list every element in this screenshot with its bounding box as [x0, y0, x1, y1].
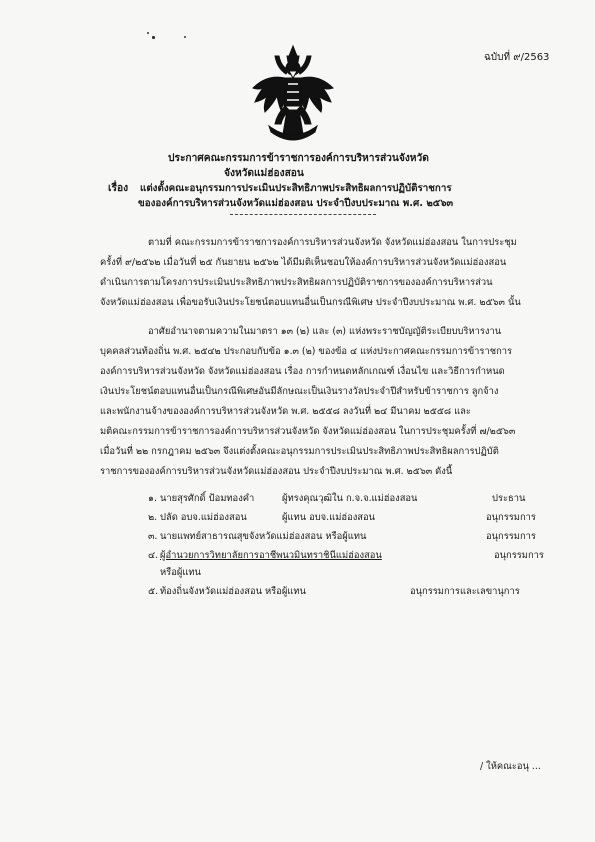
- member-detail: หรือผู้แทน: [160, 567, 201, 578]
- member-name: ปลัด อบจ.แม่ฮ่องสอน: [160, 512, 247, 523]
- garuda-emblem-icon: [249, 44, 337, 144]
- paragraph1-line: ตามที่ คณะกรรมการข้าราชการองค์การบริหารส่วนจังหวัด จังหวัดแม่ฮ่องสอน ในการประชุม: [148, 237, 517, 248]
- member-number: ๔.: [148, 550, 159, 561]
- announcement-title: ประกาศคณะกรรมการข้าราชการองค์การบริหารส่วนจังหวัด: [168, 153, 429, 164]
- paragraph1-line: ครั้งที่ ๙/๒๕๖๒ เมื่อวันที่ ๒๕ กันยายน ๒๕๖๒ ได้มีมติเห็นชอบให้องค์การบริหารส่วนจังหวัดแม่ฮ่องสอน: [100, 257, 507, 268]
- member-number: ๓.: [148, 531, 158, 542]
- paragraph2-line: องค์การบริหารส่วนจังหวัด จังหวัดแม่ฮ่องสอน เรื่อง การกำหนดหลักเกณฑ์ เงื่อนไข และวิธีการกำหนด: [100, 366, 505, 377]
- member-role: อนุกรรมการและเลขานุการ: [410, 586, 520, 597]
- member-detail: ผู้แทน อบจ.แม่ฮ่องสอน: [282, 512, 376, 523]
- paragraph2-line: บุคคลส่วนท้องถิ่น พ.ศ. ๒๕๔๒ ประกอบกับข้อ ๑.๓ (๒) ของข้อ ๔ แห่งประกาศคณะกรรมการข้าราชการ: [100, 346, 513, 357]
- subject-line-1: แต่งตั้งคณะอนุกรรมการประเมินประสิทธิภาพประสิทธิผลการปฏิบัติราชการ: [140, 183, 452, 194]
- paragraph2-line: ราชการขององค์การบริหารส่วนจังหวัดแม่ฮ่องสอน ประจำปีงบประมาณ พ.ศ. ๒๕๖๓ ดังนี้: [100, 466, 453, 477]
- paragraph2-line: อาศัยอำนาจตามความในมาตรา ๑๓ (๒) และ (๓) แห่งพระราชบัญญัติระเบียบบริหารงาน: [148, 326, 502, 337]
- member-number: ๒.: [148, 512, 158, 523]
- member-number: ๕.: [148, 586, 159, 597]
- subject-line-2: ขององค์การบริหารส่วนจังหวัดแม่ฮ่องสอน ประจำปีงบประมาณ พ.ศ. ๒๕๖๓: [138, 198, 454, 209]
- province-name: จังหวัดแม่ฮ่องสอน: [224, 168, 304, 179]
- member-detail: ผู้ทรงคุณวุฒิใน ก.จ.จ.แม่ฮ่องสอน: [282, 493, 418, 504]
- member-role: อนุกรรมการ: [494, 550, 544, 561]
- divider-rule: [230, 214, 376, 215]
- paragraph2-line: เงินประโยชน์ตอบแทนอื่นเป็นกรณีพิเศษอันมีลักษณะเป็นเงินรางวัลประจำปีสำหรับข้าราชการ ลูกจ้าง: [100, 386, 499, 397]
- paragraph2-line: เมื่อวันที่ ๒๒ กรกฎาคม ๒๕๖๓ จึงแต่งตั้งคณะอนุกรรมการประเมินประสิทธิภาพประสิทธิผลการปฏิบัติ: [100, 446, 499, 457]
- scan-speck: [184, 36, 186, 38]
- member-name: นายสุรศักดิ์ ป้อมทองคำ: [160, 493, 255, 504]
- paragraph1-line: จังหวัดแม่ฮ่องสอน เพื่อขอรับเงินประโยชน์ตอบแทนอื่นเป็นกรณีพิเศษ ประจำปีงบประมาณ พ.ศ. ๒๕๖๓ นั้น: [100, 297, 521, 308]
- paragraph2-line: มติคณะกรรมการข้าราชการองค์การบริหารส่วนจังหวัด จังหวัดแม่ฮ่องสอน ในการประชุมครั้งที่ ๗/๒๕๖๓: [100, 426, 516, 437]
- continuation-note: / ให้คณะอนุ ...: [480, 761, 541, 772]
- document-number: ฉบับที่ ๙/2563: [484, 52, 550, 63]
- member-name: นายแพทย์สาธารณสุขจังหวัดแม่ฮ่องสอน หรือผู้แทน: [160, 531, 367, 542]
- member-name: ท้องถิ่นจังหวัดแม่ฮ่องสอน หรือผู้แทน: [160, 586, 306, 597]
- member-name: ผู้อำนวยการวิทยาลัยการอาชีพนวมินทราชินีแม่ฮ่องสอน: [160, 550, 382, 561]
- member-role: อนุกรรมการ: [486, 531, 536, 542]
- member-role: ประธาน: [492, 493, 526, 504]
- member-number: ๑.: [148, 493, 157, 504]
- scan-speck: [147, 32, 149, 34]
- member-role: อนุกรรมการ: [486, 512, 536, 523]
- scan-speck: [152, 36, 155, 39]
- paragraph1-line: ดำเนินการตามโครงการประเมินประสิทธิภาพประสิทธิผลการปฏิบัติราชการขององค์การบริหารส่วน: [100, 277, 493, 288]
- subject-label: เรื่อง: [108, 183, 129, 194]
- paragraph2-line: และพนักงานจ้างขององค์การบริหารส่วนจังหวัด พ.ศ. ๒๕๕๘ ลงวันที่ ๒๔ มีนาคม ๒๕๕๘ และ: [100, 406, 471, 417]
